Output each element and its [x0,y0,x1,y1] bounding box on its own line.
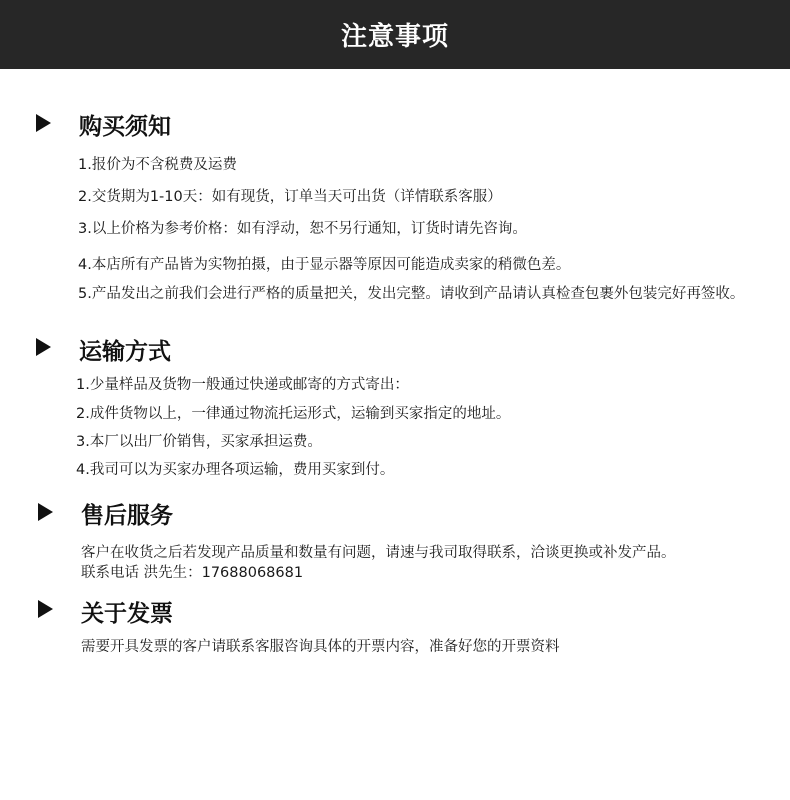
section-title: 售后服务 [81,503,173,529]
page-header [0,0,790,69]
triangle-bullet-icon [38,600,53,618]
list-item: 2.交货期为1-10天：如有现货，订单当天可出货（详情联系客服） [78,189,502,205]
service-description: 客户在收货之后若发现产品质量和数量有问题，请速与我司取得联系，洽谈更换或补发产品。 [81,545,676,561]
list-item: 2.成件货物以上，一律通过物流托运形式，运输到买家指定的地址。 [76,406,511,422]
list-item: 1.少量样品及货物一般通过快递或邮寄的方式寄出： [76,377,409,393]
list-item: 1.报价为不含税费及运费 [78,157,237,173]
page-title: 注意事项 [340,22,449,52]
list-item: 4.本店所有产品皆为实物拍摄，由于显示器等原因可能造成卖家的稍微色差。 [78,257,571,273]
list-item: 4.我司可以为买家办理各项运输，费用买家到付。 [76,462,395,478]
contact-phone: 联系电话 洪先生：17688068681 [81,565,304,581]
list-item: 5.产品发出之前我们会进行严格的质量把关，发出完整。请收到产品请认真检查包裹外包装完好再签收。 [78,286,745,302]
triangle-bullet-icon [36,338,51,356]
section-title: 运输方式 [79,339,171,365]
list-item: 3.以上价格为参考价格：如有浮动，恕不另行通知，订货时请先咨询。 [78,221,527,237]
triangle-bullet-icon [38,503,53,521]
section-title: 购买须知 [79,114,171,140]
triangle-bullet-icon [36,114,51,132]
invoice-description: 需要开具发票的客户请联系客服咨询具体的开票内容，准备好您的开票资料 [81,639,560,655]
section-title: 关于发票 [81,601,173,627]
list-item: 3.本厂以出厂价销售，买家承担运费。 [76,434,322,450]
